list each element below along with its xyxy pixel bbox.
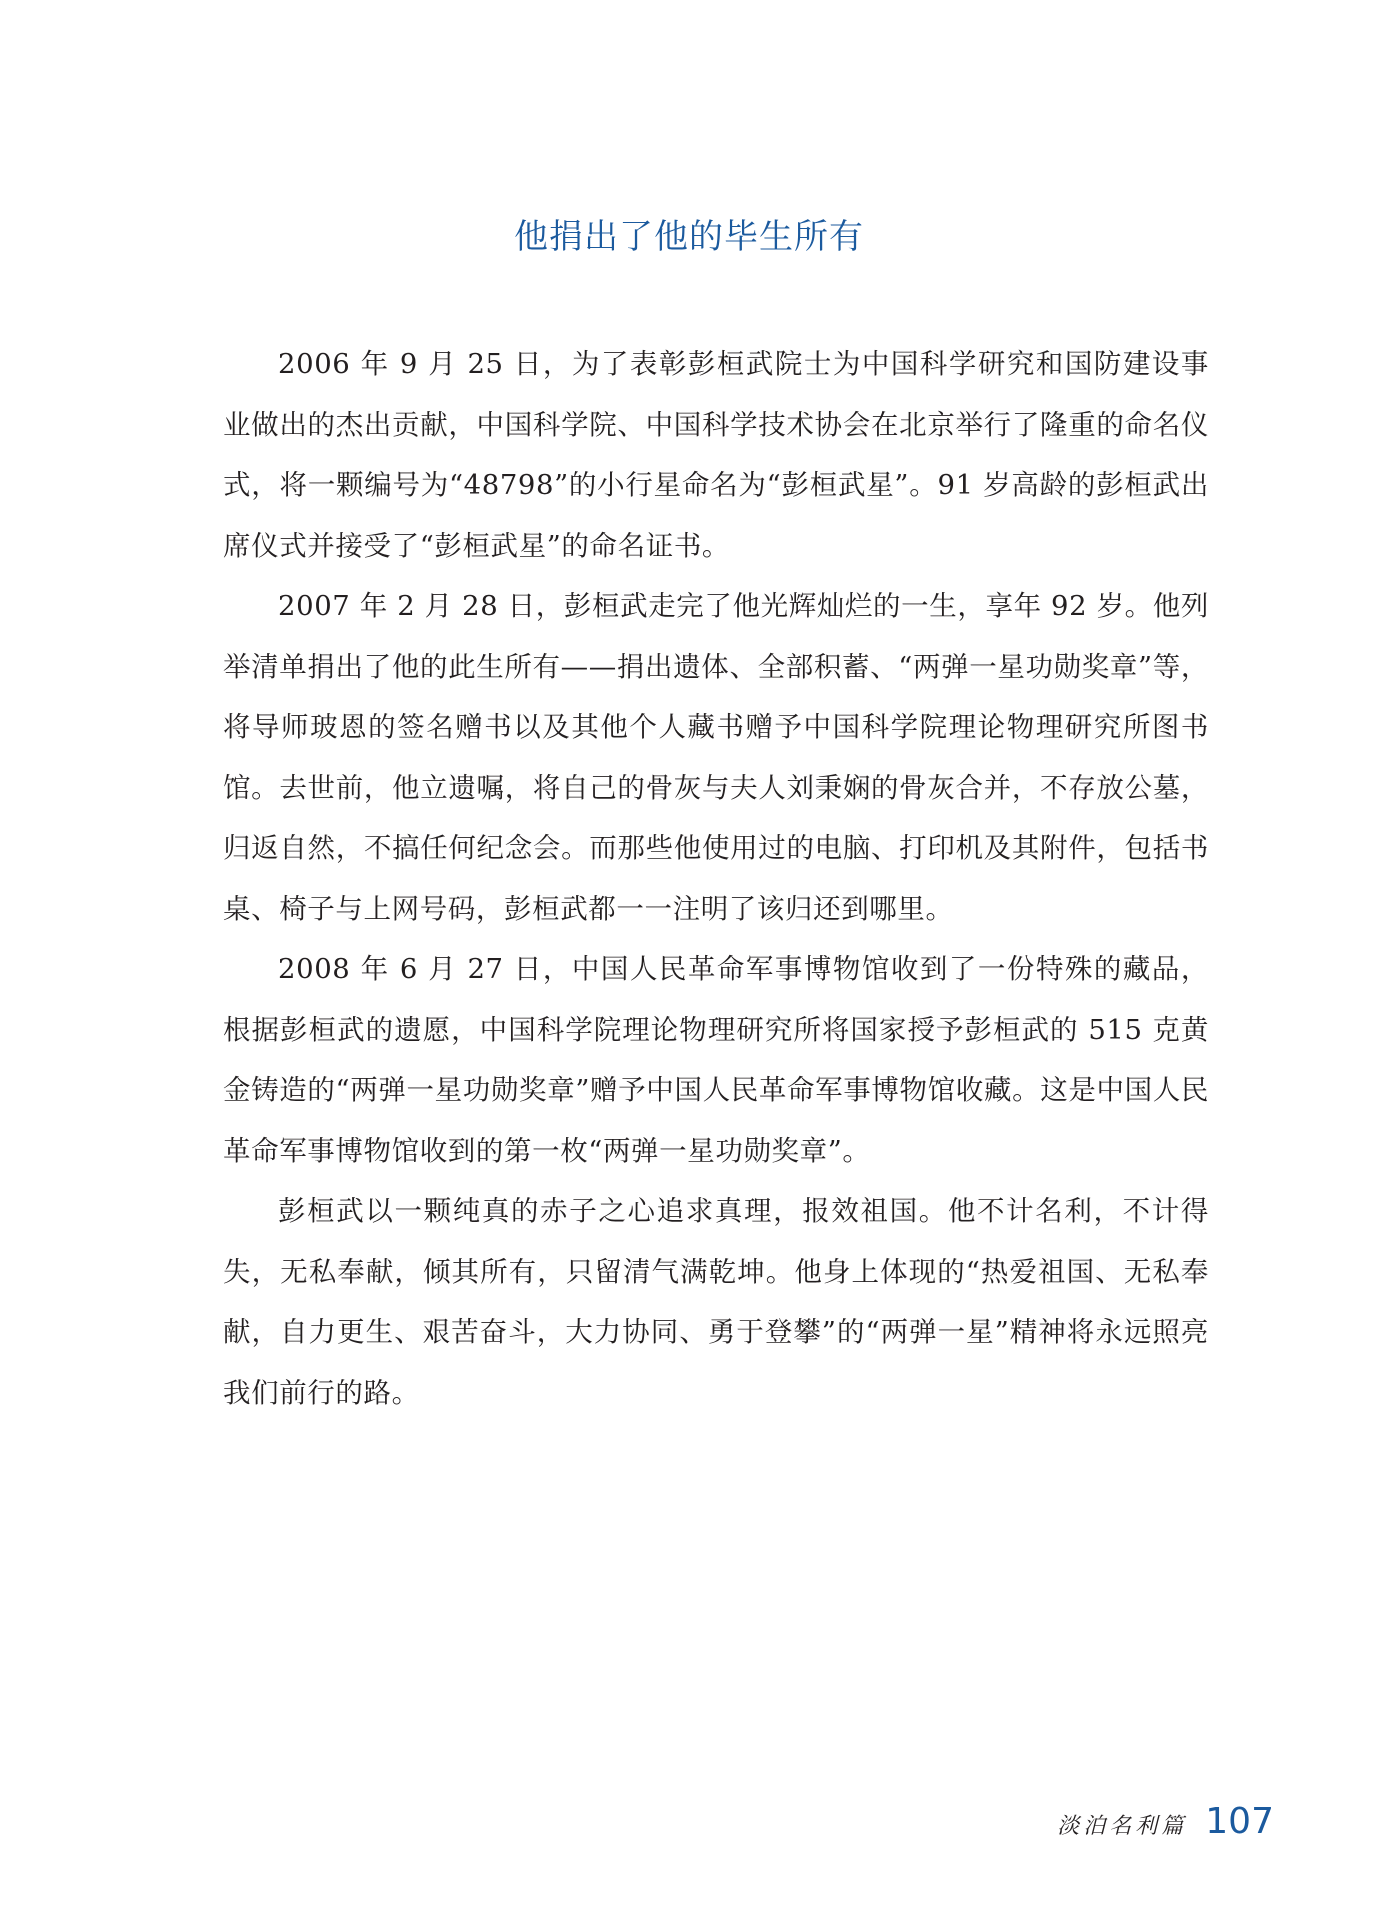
paragraph-2: 2007 年 2 月 28 日，彭桓武走完了他光辉灿烂的一生，享年 92 岁。他列举清单捐出了他的此生所有——捐出遗体、全部积蓄、“两弹一星功勋奖章”等，将导师玻恩的签名赠书以及其他个人藏书赠予中国科学院理论物理研究所图书馆。去世前，他立遗嘱，将自己的骨灰与夫人刘秉娴的骨灰合并，不存放公墓，归返自然，不搞任何纪念会。而那些他使用过的电脑、打印机及其附件，包括书桌、椅子与上网号码，彭桓武都一一注明了该归还到哪里。 xyxy=(223,590,1209,925)
paragraph-1: 2006 年 9 月 25 日，为了表彰彭桓武院士为中国科学研究和国防建设事业做出的杰出贡献，中国科学院、中国科学技术协会在北京举行了隆重的命名仪式，将一颗编号为“48798”的小行星命名为“彭桓武星”。91 岁高龄的彭桓武出席仪式并接受了“彭桓武星”的命名证书。 xyxy=(223,348,1209,562)
page-footer xyxy=(1057,1800,1274,1850)
page-number: 107 xyxy=(1205,1801,1274,1842)
paragraph-3: 2008 年 6 月 27 日，中国人民革命军事博物馆收到了一份特殊的藏品，根据彭桓武的遗愿，中国科学院理论物理研究所将国家授予彭桓武的 515 克黄金铸造的“两弹一星功勋奖章”赠予中国人民革命军事博物馆收藏。这是中国人民革命军事博物馆收到的第一枚“两弹一星功勋奖章”。 xyxy=(223,953,1209,1167)
page-title: 他捐出了他的毕生所有 xyxy=(514,217,864,257)
paragraph-4: 彭桓武以一颗纯真的赤子之心追求真理，报效祖国。他不计名利，不计得失，无私奉献，倾其所有，只留清气满乾坤。他身上体现的“热爱祖国、无私奉献，自力更生、艰苦奋斗，大力协同、勇于登攀”的“两弹一星”精神将永远照亮我们前行的路。 xyxy=(223,1195,1209,1409)
section-label: 淡泊名利篇 xyxy=(1057,1814,1188,1839)
article-body xyxy=(223,334,1209,1423)
